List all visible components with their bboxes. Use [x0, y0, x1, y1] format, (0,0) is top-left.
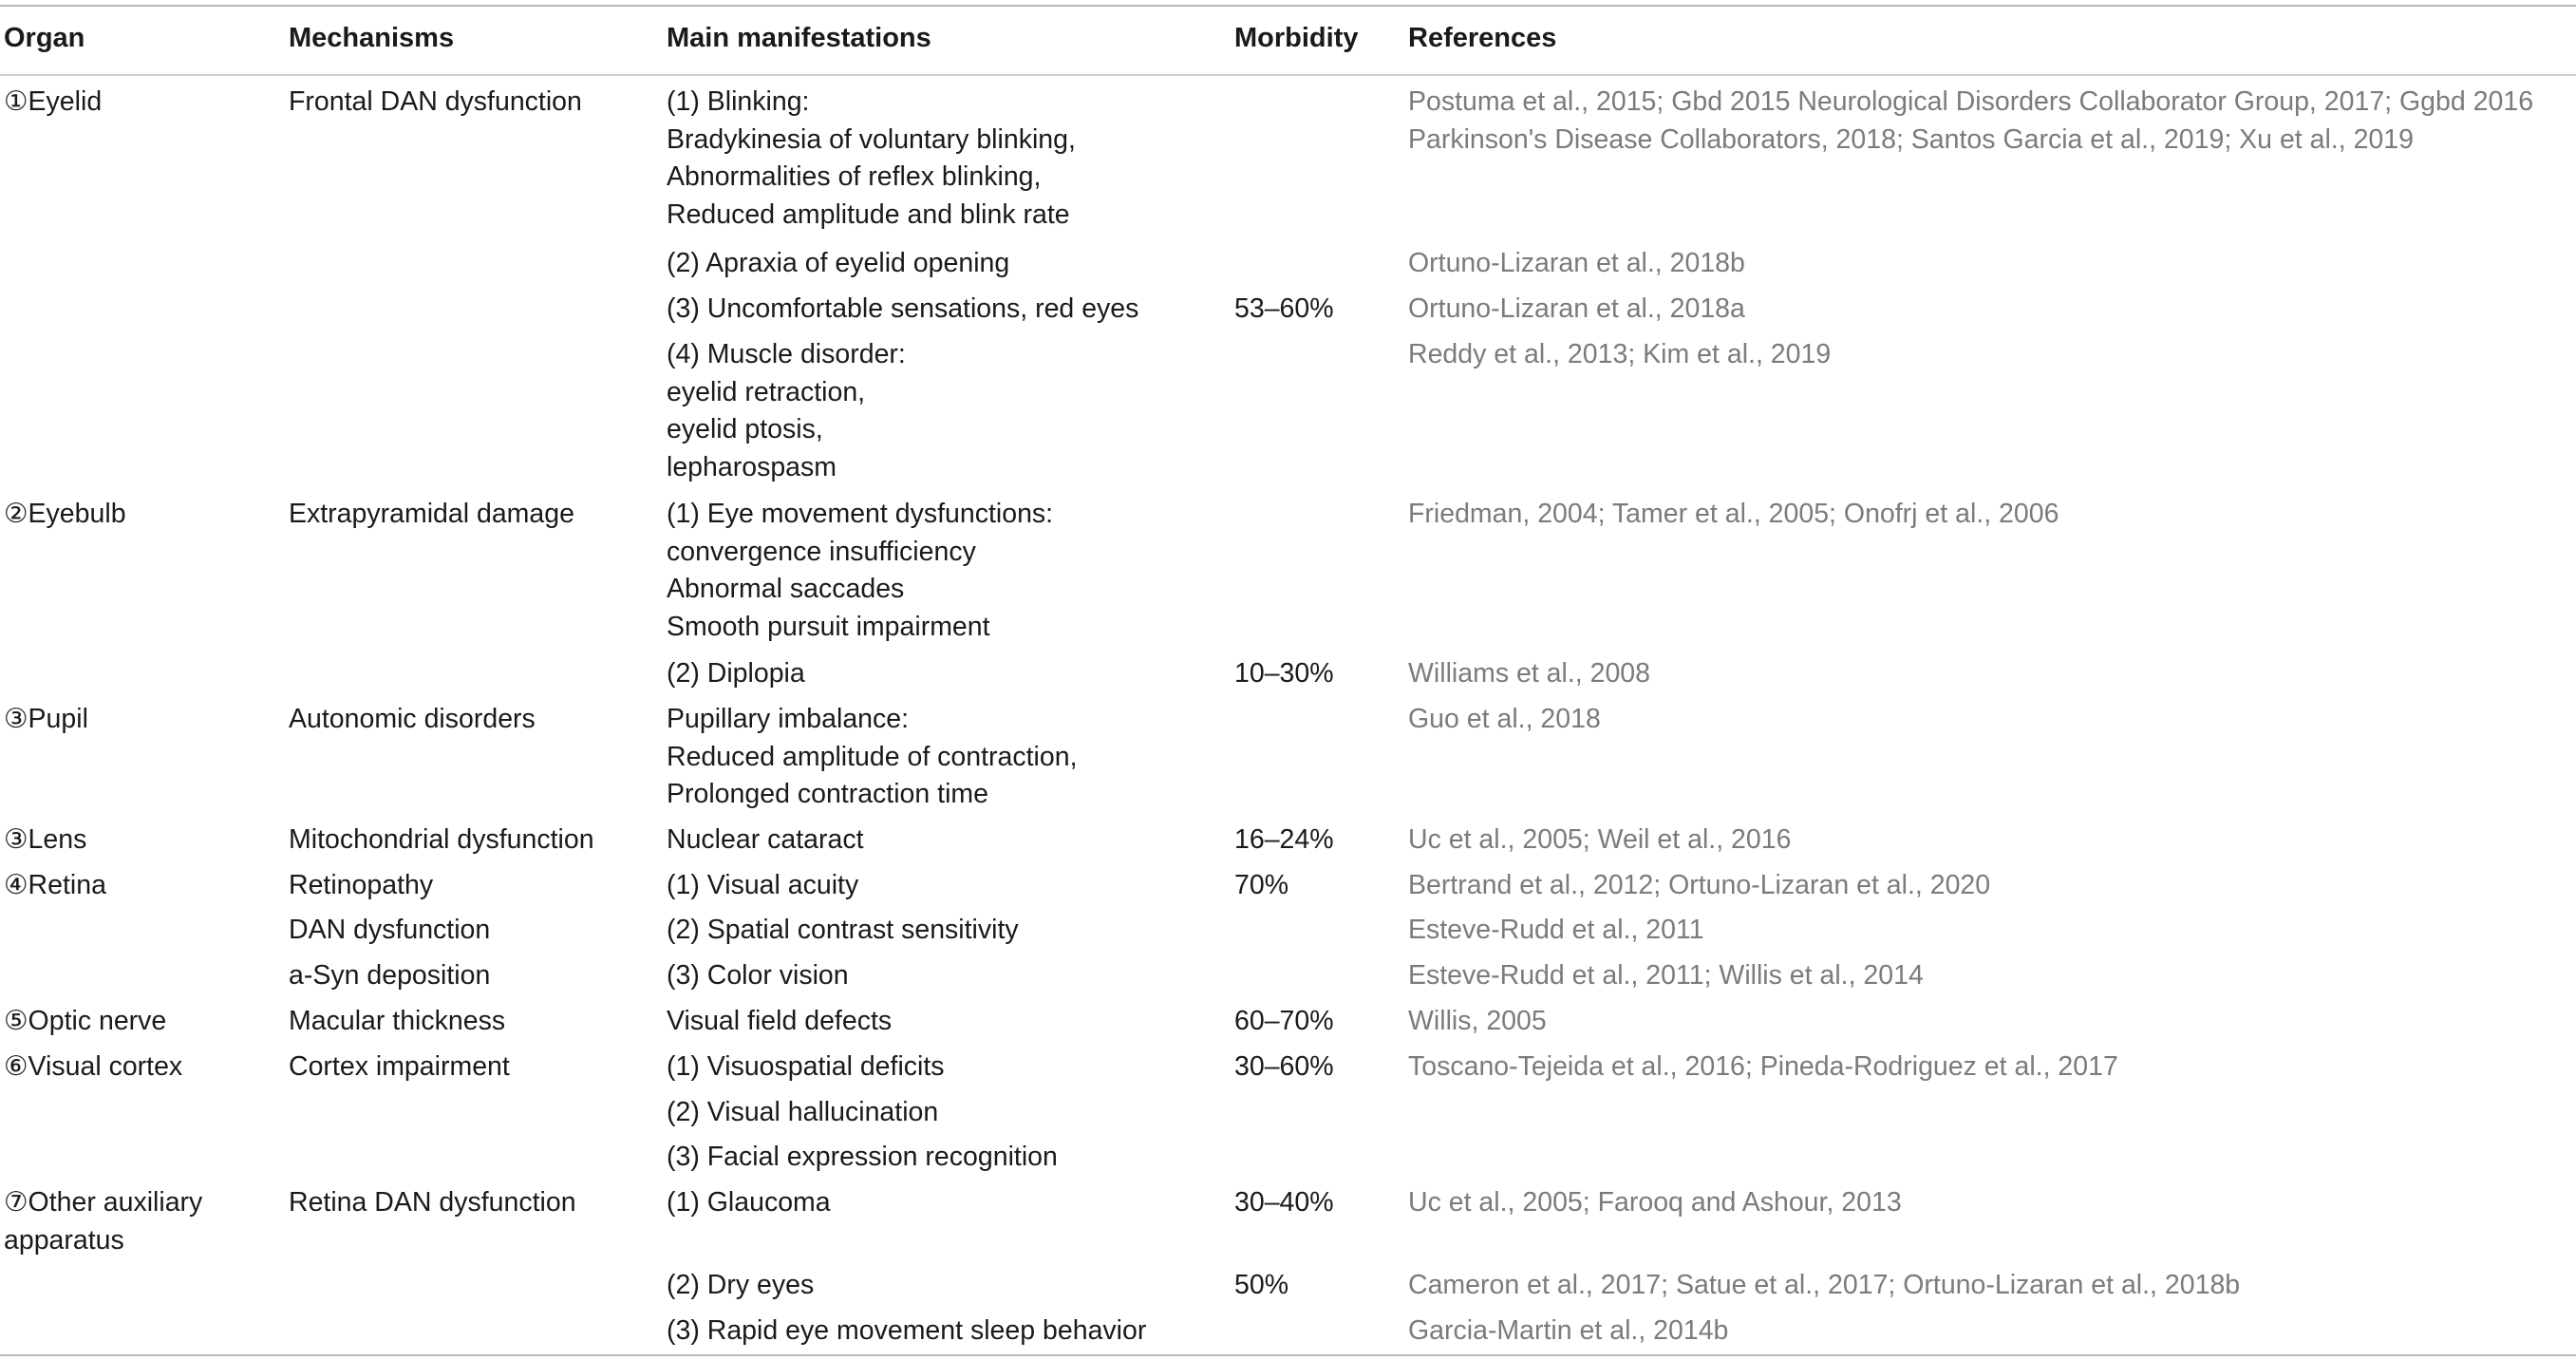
- manifestation-cell: (2) Apraxia of eyelid opening: [667, 248, 1010, 278]
- manifestation-cell: (3) Facial expression recognition: [667, 1142, 1058, 1172]
- manifestation-cell: Visual field defects: [667, 1006, 893, 1036]
- references-cell: Friedman, 2004; Tamer et al., 2005; Onofrj et al., 2006: [1408, 499, 2059, 529]
- manifestation-cell: (4) Muscle disorder: eyelid retraction, eyelid ptosis, lepharospasm: [667, 339, 906, 482]
- manifestation-cell: (1) Glaucoma: [667, 1187, 831, 1218]
- organ-cell: ⑥Visual cortex: [4, 1051, 183, 1082]
- references-cell: Guo et al., 2018: [1408, 704, 1601, 734]
- header-mechanisms: Mechanisms: [289, 23, 455, 53]
- references-cell: Uc et al., 2005; Farooq and Ashour, 2013: [1408, 1187, 1902, 1218]
- manifestation-cell: (2) Visual hallucination: [667, 1097, 939, 1127]
- references-cell: Willis, 2005: [1408, 1006, 1547, 1036]
- manifestation-cell: (1) Visual acuity: [667, 870, 859, 900]
- organ-cell: ⑦Other auxiliary apparatus: [4, 1187, 203, 1256]
- mechanism-cell: Autonomic disorders: [289, 704, 536, 734]
- morbidity-cell: 30–40%: [1234, 1187, 1334, 1218]
- table-top-rule: [0, 5, 2576, 7]
- manifestation-cell: (1) Eye movement dysfunctions: convergence insufficiency Abnormal saccades Smooth pursuit impairment: [667, 499, 1054, 642]
- header-organ: Organ: [4, 23, 85, 53]
- morbidity-cell: 30–60%: [1234, 1051, 1334, 1082]
- manifestation-cell: Nuclear cataract: [667, 824, 864, 855]
- header-references: References: [1408, 23, 1557, 53]
- table-header-rule: [0, 74, 2576, 76]
- manifestation-cell: Pupillary imbalance: Reduced amplitude of contraction, Prolonged contraction time: [667, 704, 1078, 809]
- morbidity-cell: 70%: [1234, 870, 1289, 900]
- organ-cell: ③Pupil: [4, 704, 88, 734]
- references-cell: Esteve-Rudd et al., 2011: [1408, 915, 1704, 945]
- references-cell: Bertrand et al., 2012; Ortuno-Lizaran et al., 2020: [1408, 870, 1991, 900]
- references-cell: Ortuno-Lizaran et al., 2018b: [1408, 248, 1745, 278]
- mechanism-cell: Retinopathy: [289, 870, 434, 900]
- manifestation-cell: (2) Dry eyes: [667, 1270, 815, 1300]
- references-cell: Toscano-Tejeida et al., 2016; Pineda-Rodriguez et al., 2017: [1408, 1051, 2118, 1082]
- table-body: [0, 84, 2576, 1347]
- table-bottom-rule: [0, 1354, 2576, 1356]
- organ-cell: ②Eyebulb: [4, 499, 126, 529]
- references-cell: Reddy et al., 2013; Kim et al., 2019: [1408, 339, 1832, 369]
- manifestation-cell: (3) Color vision: [667, 960, 849, 991]
- mechanism-cell: Macular thickness: [289, 1006, 506, 1036]
- mechanism-cell: Mitochondrial dysfunction: [289, 824, 594, 855]
- manifestation-cell: (2) Spatial contrast sensitivity: [667, 915, 1019, 945]
- references-cell: Uc et al., 2005; Weil et al., 2016: [1408, 824, 1792, 855]
- references-cell: Esteve-Rudd et al., 2011; Willis et al., 2014: [1408, 960, 1924, 991]
- manifestation-cell: (3) Rapid eye movement sleep behavior: [667, 1315, 1147, 1346]
- organ-cell: ④Retina: [4, 870, 106, 900]
- manifestation-cell: (2) Diplopia: [667, 658, 805, 689]
- references-cell: Garcia-Martin et al., 2014b: [1408, 1315, 1729, 1346]
- mechanism-cell: Cortex impairment: [289, 1051, 510, 1082]
- organ-cell: ⑤Optic nerve: [4, 1006, 167, 1036]
- references-cell: Williams et al., 2008: [1408, 658, 1651, 689]
- mechanism-cell: a-Syn deposition: [289, 960, 491, 991]
- mechanism-cell: Retina DAN dysfunction: [289, 1187, 576, 1218]
- morbidity-cell: 16–24%: [1234, 824, 1334, 855]
- manifestation-cell: (3) Uncomfortable sensations, red eyes: [667, 293, 1139, 324]
- references-cell: Postuma et al., 2015; Gbd 2015 Neurological Disorders Collaborator Group, 2017; Ggbd 2016 Parkinson's Disease Collaborators, 2018; Santos Garcia et al., 2019; Xu et al., 2019: [1408, 86, 2534, 155]
- morbidity-cell: 53–60%: [1234, 293, 1334, 324]
- manifestation-cell: (1) Visuospatial deficits: [667, 1051, 945, 1082]
- morbidity-cell: 60–70%: [1234, 1006, 1334, 1036]
- organ-cell: ③Lens: [4, 824, 87, 855]
- mechanism-cell: Extrapyramidal damage: [289, 499, 574, 529]
- mechanism-cell: DAN dysfunction: [289, 915, 491, 945]
- morbidity-cell: 50%: [1234, 1270, 1289, 1300]
- references-cell: Ortuno-Lizaran et al., 2018a: [1408, 293, 1745, 324]
- mechanism-cell: Frontal DAN dysfunction: [289, 86, 582, 117]
- morbidity-cell: 10–30%: [1234, 658, 1334, 689]
- manifestation-cell: (1) Blinking: Bradykinesia of voluntary blinking, Abnormalities of reflex blinking, Reduced amplitude and blink rate: [667, 86, 1076, 230]
- header-manifestations: Main manifestations: [667, 23, 931, 53]
- header-morbidity: Morbidity: [1234, 23, 1359, 53]
- references-cell: Cameron et al., 2017; Satue et al., 2017; Ortuno-Lizaran et al., 2018b: [1408, 1270, 2241, 1300]
- table-header: [0, 17, 2576, 63]
- organ-cell: ①Eyelid: [4, 86, 103, 117]
